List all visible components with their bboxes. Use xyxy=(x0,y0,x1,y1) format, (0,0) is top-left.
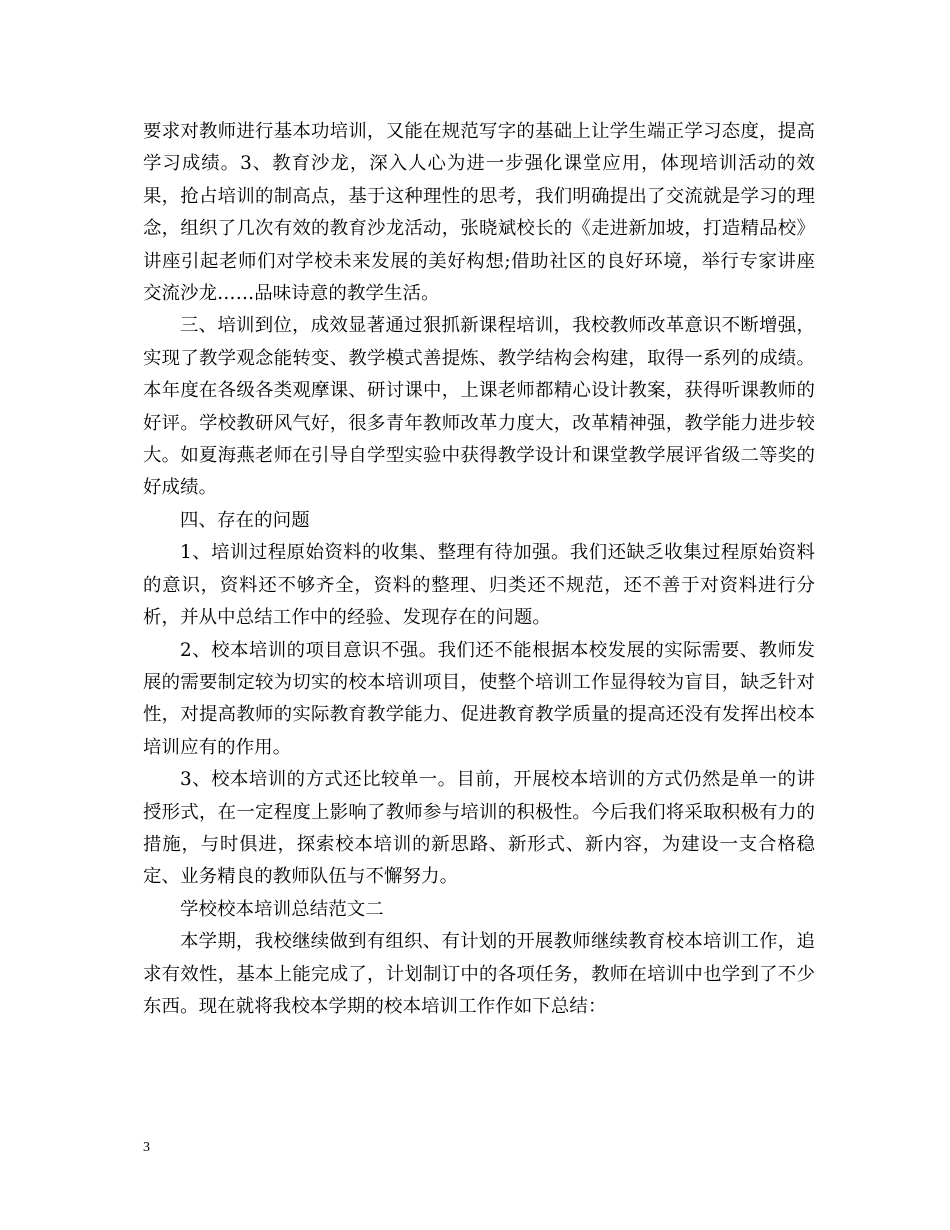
paragraph-training-results: 三、培训到位，成效显著通过狠抓新课程培训，我校教师改革意识不断增强，实现了教学观念能转变、教学模式善提炼、教学结构会构建，取得一系列的成绩。本年度在各级各类观摩课、研讨课中，上课老师都精心设计教案，获得听课教师的好评。学校教研风气好，很多青年教师改革力度大，改革精神强，教学能力进步较大。如夏海燕老师在引导自学型实验中获得教学设计和课堂教学展评省级二等奖的好成绩。 xyxy=(143,315,815,499)
page-number: 3 xyxy=(143,1140,150,1155)
paragraph-training-methods-continued: 要求对教师进行基本功培训，又能在规范写字的基础上让学生端正学习态度，提高学习成绩。3、教育沙龙，深入人心为进一步强化课堂应用，体现培训活动的效果，抢占培训的制高点，基于这种理性的思考，我们明确提出了交流就是学习的理念，组织了几次有效的教育沙龙活动，张晓斌校长的《走进新加坡，打造精品校》讲座引起老师们对学校未来发展的美好构想;借助社区的良好环境，举行专家讲座交流沙龙……品味诗意的教学生活。 xyxy=(143,121,815,305)
section-heading-problems: 四、存在的问题 xyxy=(180,509,310,531)
paragraph-problem-1: 1、培训过程原始资料的收集、整理有待加强。我们还缺乏收集过程原始资料的意识，资料还不够齐全，资料的整理、归类还不规范，还不善于对资料进行分析，并从中总结工作中的经验、发现存在的问题。 xyxy=(143,542,815,629)
paragraph-problem-3: 3、校本培训的方式还比较单一。目前，开展校本培训的方式仍然是单一的讲授形式，在一定程度上影响了教师参与培训的积极性。今后我们将采取积极有力的措施，与时俱进，探索校本培训的新思路、新形式、新内容，为建设一支合格稳定、业务精良的教师队伍与不懈努力。 xyxy=(143,769,815,888)
section-heading-sample-two: 学校校本培训总结范文二 xyxy=(180,898,384,920)
paragraph-sample-two-intro: 本学期，我校继续做到有组织、有计划的开展教师继续教育校本培训工作，追求有效性，基本上能完成了，计划制订中的各项任务，教师在培训中也学到了不少东西。现在就将我校本学期的校本培训工作作如下总结： xyxy=(143,931,815,1017)
document-body xyxy=(143,116,815,1023)
paragraph-problem-2: 2、校本培训的项目意识不强。我们还不能根据本校发展的实际需要、教师发展的需要制定较为切实的校本培训项目，使整个培训工作显得较为盲目，缺乏针对性，对提高教师的实际教育教学能力、促进教育教学质量的提高还没有发挥出校本培训应有的作用。 xyxy=(143,639,815,758)
